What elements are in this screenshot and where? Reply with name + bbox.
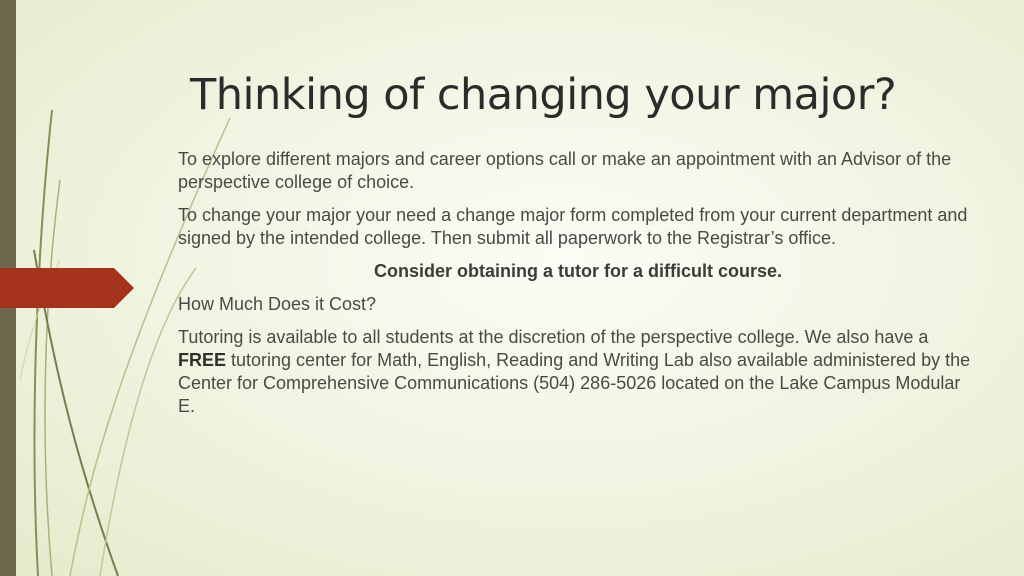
tutoring-text-end: tutoring center for Math, English, Reading and Writing Lab also available administered by the Center for Comprehensive Communications (504) 286-5026 located on the Lake Campus Modular E. [178,350,971,416]
paragraph-change-major: To change your major your need a change major form completed from your current department and signed by the intended college. Then submit all paperwork to the Registrar’s office. [178,205,968,248]
slide-body [178,148,978,428]
paragraph-tutor-tip: Consider obtaining a tutor for a difficult course. [373,261,782,281]
paragraph-tutoring-info [178,326,978,418]
paragraph-explore-majors: To explore different majors and career options call or make an appointment with an Advisor of the perspective college of choice. [178,149,952,192]
slide-title: Thinking of changing your major? [190,70,897,120]
accent-arrow-shape [0,268,134,308]
free-emphasis: FREE [178,350,227,370]
paragraph-cost-question: How Much Does it Cost? [178,294,377,314]
tutoring-text-start: Tutoring is available to all students at the discretion of the perspective college. We also have a [178,327,929,347]
